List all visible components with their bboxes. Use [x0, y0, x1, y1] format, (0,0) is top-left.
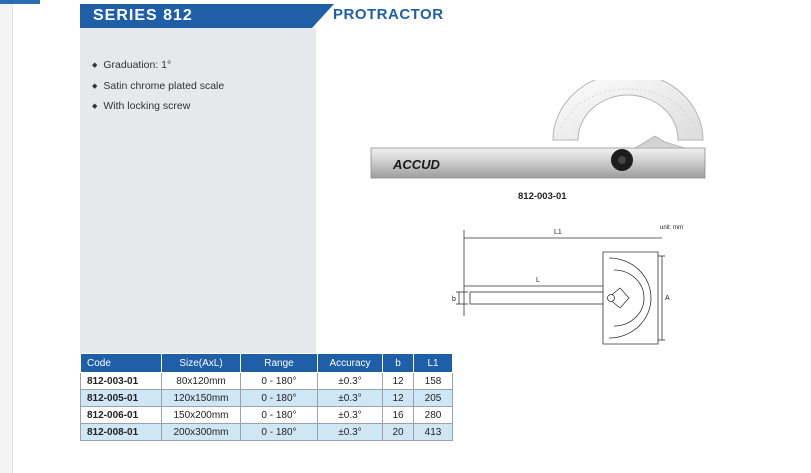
feature-item: ◆ Graduation: 1°	[92, 56, 224, 77]
table-row	[81, 424, 453, 441]
table-row	[81, 390, 453, 407]
col-range: Range	[241, 354, 318, 373]
cell-accuracy: ±0.3°	[318, 390, 383, 407]
feature-list	[92, 56, 224, 118]
dimension-drawing	[448, 220, 698, 350]
product-photo	[365, 80, 710, 185]
cell-l1: 158	[414, 373, 453, 390]
cell-range: 0 - 180°	[241, 390, 318, 407]
brand-logo: ACCUD	[393, 157, 440, 172]
cell-code: 812-008-01	[81, 424, 162, 441]
table-row	[81, 373, 453, 390]
cell-accuracy: ±0.3°	[318, 424, 383, 441]
product-title: PROTRACTOR	[333, 6, 444, 23]
series-label: SERIES 812	[93, 7, 193, 24]
cell-l1: 413	[414, 424, 453, 441]
dim-label-l: L	[536, 277, 540, 284]
col-b: b	[383, 354, 414, 373]
cell-accuracy: ±0.3°	[318, 407, 383, 424]
cell-l1: 280	[414, 407, 453, 424]
spec-table	[80, 353, 453, 441]
cell-range: 0 - 180°	[241, 424, 318, 441]
table-header-row	[81, 354, 453, 373]
table-row	[81, 407, 453, 424]
series-header	[80, 4, 312, 28]
cell-code: 812-003-01	[81, 373, 162, 390]
product-caption: 812-003-01	[518, 191, 567, 202]
feature-item: ◆ Satin chrome plated scale	[92, 77, 224, 98]
cell-b: 16	[383, 407, 414, 424]
col-accuracy: Accuracy	[318, 354, 383, 373]
dim-label-l1: L1	[554, 229, 562, 236]
col-size: Size(AxL)	[162, 354, 241, 373]
cell-b: 20	[383, 424, 414, 441]
unit-label: unit: mm	[660, 225, 684, 231]
page-edge	[0, 0, 13, 473]
cell-size: 150x200mm	[162, 407, 241, 424]
cell-size: 120x150mm	[162, 390, 241, 407]
cell-size: 80x120mm	[162, 373, 241, 390]
dim-label-b: b	[452, 296, 456, 303]
cell-b: 12	[383, 390, 414, 407]
cell-range: 0 - 180°	[241, 373, 318, 390]
col-code: Code	[81, 354, 162, 373]
cell-code: 812-005-01	[81, 390, 162, 407]
cell-size: 200x300mm	[162, 424, 241, 441]
corner-tab	[0, 0, 40, 4]
cell-accuracy: ±0.3°	[318, 373, 383, 390]
dim-label-a: A	[665, 295, 670, 302]
cell-b: 12	[383, 373, 414, 390]
cell-l1: 205	[414, 390, 453, 407]
feature-item: ◆ With locking screw	[92, 97, 224, 118]
cell-code: 812-006-01	[81, 407, 162, 424]
cell-range: 0 - 180°	[241, 407, 318, 424]
col-l1: L1	[414, 354, 453, 373]
